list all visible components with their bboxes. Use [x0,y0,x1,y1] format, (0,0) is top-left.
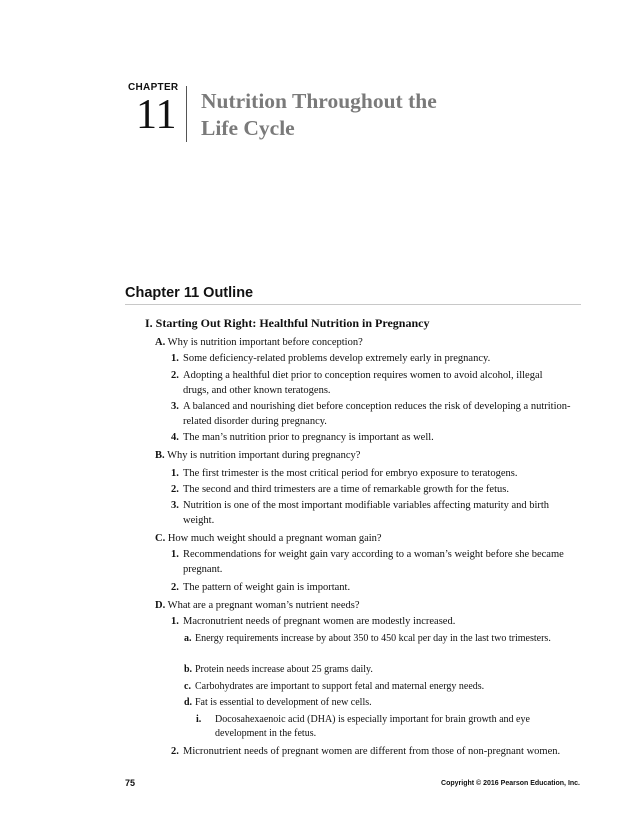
list-item [171,466,571,481]
list-item [171,547,571,577]
item-number: 2. [171,582,179,593]
list-item [171,580,571,595]
chapter-number: 11 [136,92,177,138]
item-text: Nutrition is one of the most important modifiable variables affecting maturity and birth weight. [183,500,550,526]
page-number: 75 [125,778,136,788]
item-text: Micronutrient needs of pregnant women are different from those of non-pregnant women. [183,746,561,757]
question-a [155,336,575,350]
chapter-title-line2: Life Cycle [201,116,295,140]
item-text: The man’s nutrition prior to pregnancy is important as well. [183,432,434,443]
outline-heading: Chapter 11 Outline [125,285,254,301]
list-item [171,399,571,429]
item-text: Some deficiency-related problems develop extremely early in pregnancy. [183,353,491,364]
question-b-text: Why is nutrition important during pregnancy? [167,450,361,461]
list-item [171,482,571,497]
chapter-title [201,88,437,142]
question-d-text: What are a pregnant woman’s nutrient needs? [167,600,360,611]
item-number: 2. [171,746,179,757]
list-item [171,430,571,445]
sub-sub-item-text: Docosahexaenoic acid (DHA) is especially important for brain growth and eye development in the fetus. [215,714,530,739]
item-text: A balanced and nourishing diet before conception reduces the risk of developing a nutrition-related disorder during pregnancy. [183,401,571,427]
chapter-title-line1: Nutrition Throughout the [201,89,437,113]
sub-item-text: Carbohydrates are important to support fetal and maternal energy needs. [195,681,485,692]
sub-sub-item-numeral: i. [196,714,202,725]
item-number: 2. [171,484,179,495]
list-item [171,744,571,759]
item-number: 2. [171,370,179,381]
item-number: 3. [171,401,179,412]
item-text: Macronutrient needs of pregnant women are modestly increased. [183,616,456,627]
sub-item-letter: d. [184,697,193,708]
sub-item [184,632,574,646]
section-title: I. Starting Out Right: Healthful Nutrition in Pregnancy [145,316,430,330]
question-d [155,599,575,613]
sub-item-letter: b. [184,664,193,675]
item-text: Recommendations for weight gain vary according to a woman’s weight before she became pregnant. [183,549,564,575]
question-b-label: B. [155,450,165,461]
item-number: 1. [171,468,179,479]
sub-item-text: Energy requirements increase by about 350 to 450 kcal per day in the last two trimesters. [195,633,551,644]
list-item [171,351,571,366]
sub-item [184,663,574,677]
chapter-label: CHAPTER [128,82,179,93]
sub-item-letter: c. [184,681,191,692]
sub-item-text: Fat is essential to development of new cells. [195,697,372,708]
outline-divider [125,304,581,305]
sub-item-text: Protein needs increase about 25 grams daily. [195,664,373,675]
item-number: 1. [171,549,179,560]
question-c [155,532,575,546]
list-item [171,614,571,629]
sub-sub-item [196,713,576,741]
sub-item [184,696,574,710]
question-d-label: D. [155,600,166,611]
item-number: 1. [171,616,179,627]
question-c-text: How much weight should a pregnant woman gain? [167,533,382,544]
sub-item-letter: a. [184,633,192,644]
item-text: The second and third trimesters are a time of remarkable growth for the fetus. [183,484,509,495]
sub-item [184,680,574,694]
item-number: 1. [171,353,179,364]
question-a-label: A. [155,337,166,348]
item-text: The first trimester is the most critical period for embryo exposure to teratogens. [183,468,518,479]
chapter-divider [186,86,187,142]
question-c-label: C. [155,533,166,544]
item-text: Adopting a healthful diet prior to conception requires women to avoid alcohol, illegal drugs, and other known teratogens. [183,370,543,396]
item-number: 3. [171,500,179,511]
list-item [171,368,571,398]
copyright-notice: Copyright © 2016 Pearson Education, Inc. [441,780,580,787]
question-a-text: Why is nutrition important before conception? [167,337,363,348]
item-number: 4. [171,432,179,443]
list-item [171,498,571,528]
question-b [155,449,575,463]
item-text: The pattern of weight gain is important. [183,582,351,593]
